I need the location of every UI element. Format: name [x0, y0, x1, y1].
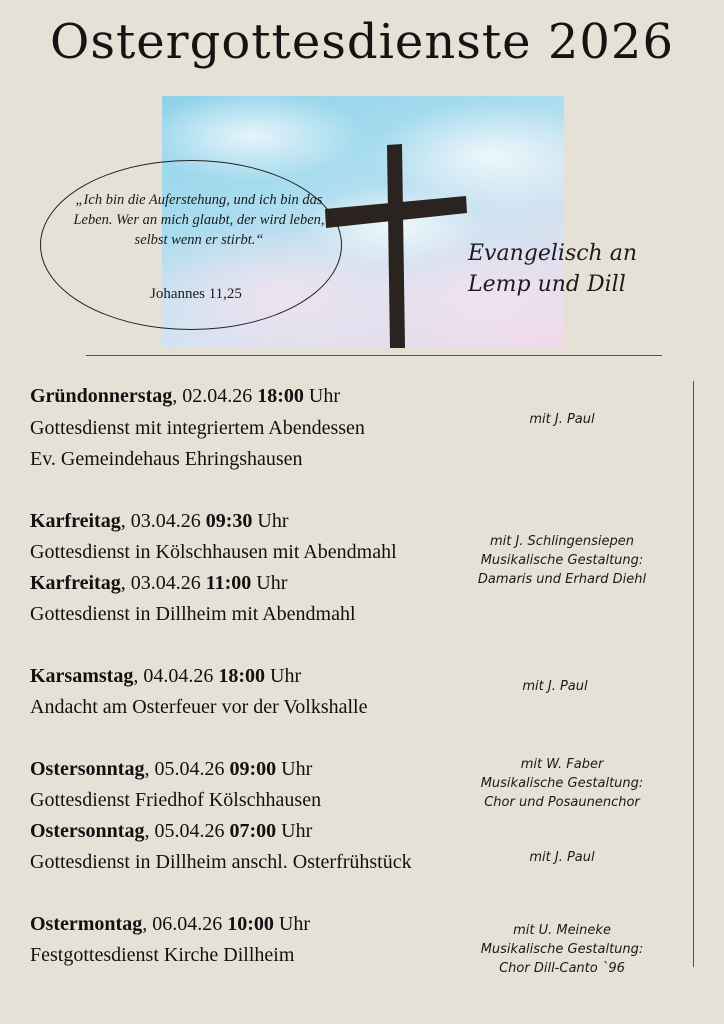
- service-time: 09:30: [205, 510, 253, 532]
- service-day: Karfreitag: [30, 510, 121, 532]
- service-description: Gottesdienst in Dillheim anschl. Osterfrühstück: [30, 851, 412, 873]
- service-day: Ostersonntag: [30, 820, 145, 842]
- service-heading: [30, 913, 310, 936]
- service-note: [447, 532, 677, 589]
- service-unit: Uhr: [265, 665, 302, 687]
- note-line: Chor und Posaunenchor: [484, 795, 640, 810]
- service-note: [440, 677, 670, 696]
- service-unit: Uhr: [251, 572, 288, 594]
- service-date: , 05.04.26: [144, 758, 230, 780]
- service-description: Gottesdienst in Kölschhausen mit Abendmahl: [30, 541, 397, 563]
- note-line: Damaris und Erhard Diehl: [477, 572, 647, 587]
- service-day: Karfreitag: [30, 572, 121, 594]
- service-note: [447, 755, 677, 812]
- service-heading: [30, 385, 340, 408]
- service-date: , 03.04.26: [120, 510, 206, 532]
- note-line: Musikalische Gestaltung:: [480, 776, 644, 791]
- service-heading: [30, 758, 312, 781]
- service-unit: Uhr: [252, 510, 289, 532]
- service-day: Ostersonntag: [30, 758, 145, 780]
- service-time: 18:00: [218, 665, 265, 687]
- service-note: [447, 410, 677, 429]
- note-line: mit J. Paul: [529, 850, 595, 865]
- service-date: , 06.04.26: [142, 913, 228, 935]
- service-description: Festgottesdienst Kirche Dillheim: [30, 944, 295, 966]
- service-time: 09:00: [229, 758, 277, 780]
- note-line: mit J. Paul: [529, 412, 595, 427]
- subtitle-line: Evangelisch an: [468, 241, 638, 266]
- service-location: Ev. Gemeindehaus Ehringshausen: [30, 448, 303, 470]
- note-line: Musikalische Gestaltung:: [480, 553, 644, 568]
- service-heading: [30, 510, 288, 533]
- service-time: 07:00: [229, 820, 277, 842]
- service-date: , 05.04.26: [144, 820, 230, 842]
- service-note: [447, 921, 677, 978]
- service-description: Gottesdienst Friedhof Kölschhausen: [30, 789, 322, 811]
- bible-reference: Johannes 11,25: [150, 286, 242, 302]
- service-day: Gründonnerstag: [30, 385, 173, 407]
- service-day: Ostermontag: [30, 913, 143, 935]
- service-time: 18:00: [257, 385, 304, 407]
- service-heading: [30, 820, 312, 843]
- note-line: mit W. Faber: [520, 757, 604, 772]
- note-line: Chor Dill-Canto `96: [499, 961, 625, 976]
- note-line: mit J. Paul: [522, 679, 588, 694]
- service-unit: Uhr: [273, 913, 310, 935]
- note-line: mit U. Meineke: [513, 923, 611, 938]
- service-description: Andacht am Osterfeuer vor der Volkshalle: [30, 696, 368, 718]
- service-day: Karsamstag: [30, 665, 134, 687]
- bible-quote: „Ich bin die Auferstehung, und ich bin das Leben. Wer an mich glaubt, der wird leben, selbst wenn er stirbt.“: [73, 192, 325, 248]
- service-note: [447, 848, 677, 867]
- service-time: 11:00: [205, 572, 252, 594]
- service-heading: [30, 665, 301, 688]
- service-unit: Uhr: [276, 820, 313, 842]
- service-time: 10:00: [227, 913, 274, 935]
- note-line: mit J. Schlingensiepen: [489, 534, 635, 549]
- note-line: Musikalische Gestaltung:: [480, 942, 644, 957]
- service-date: , 03.04.26: [120, 572, 206, 594]
- service-unit: Uhr: [303, 385, 341, 407]
- vertical-divider: [693, 381, 694, 967]
- service-date: , 02.04.26: [172, 385, 258, 407]
- divider: [86, 355, 662, 356]
- page-title: Ostergottesdienste 2026: [49, 14, 674, 70]
- service-unit: Uhr: [276, 758, 313, 780]
- service-date: , 04.04.26: [133, 665, 219, 687]
- service-heading: [30, 572, 287, 595]
- subtitle: [468, 238, 637, 300]
- subtitle-line: Lemp und Dill: [468, 272, 626, 297]
- service-description: Gottesdienst mit integriertem Abendessen: [30, 417, 365, 439]
- service-description: Gottesdienst in Dillheim mit Abendmahl: [30, 603, 356, 625]
